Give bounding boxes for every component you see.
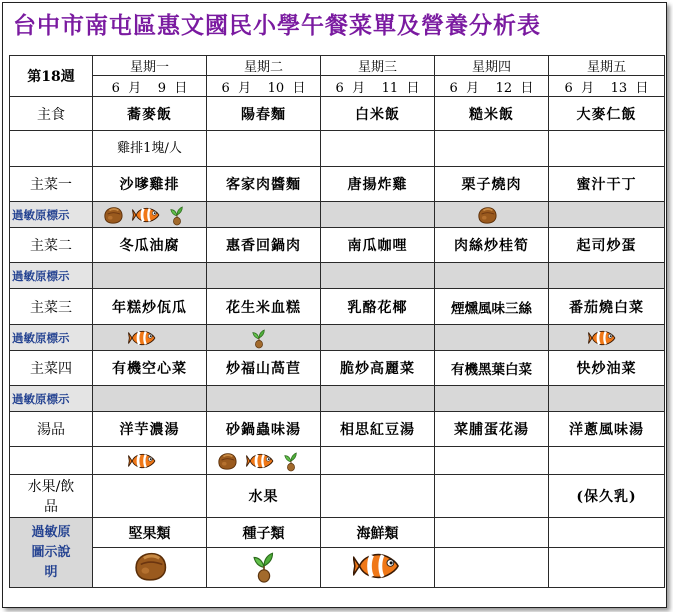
legend-icon-cell [93, 548, 207, 588]
date-month-unit: 月 [466, 80, 480, 96]
legend-empty [549, 548, 665, 588]
allergen-cell [207, 202, 321, 228]
row-label-empty [10, 447, 93, 475]
dish-cell: 洋蔥風味湯 [549, 412, 665, 447]
header-row [10, 56, 665, 76]
soup-allergen-row [10, 447, 665, 475]
allergen-cell [435, 202, 549, 228]
legend-empty [549, 518, 665, 548]
nut-icon [475, 205, 499, 225]
allergen-cell [549, 386, 665, 412]
dish-cell: 冬瓜油腐 [93, 228, 207, 263]
row-label: 主食 [10, 97, 93, 131]
allergen-cell [207, 263, 321, 289]
menu-frame [2, 2, 667, 608]
row-label [10, 475, 93, 518]
row-label: 主菜二 [10, 228, 93, 263]
main1-row [10, 167, 665, 202]
date-cell [321, 76, 435, 97]
allergen-cell [549, 325, 665, 351]
dish-cell [93, 475, 207, 518]
legend-name: 種子類 [207, 518, 321, 548]
date-day-unit: 日 [520, 80, 534, 96]
seed-icon [251, 549, 277, 583]
date-day: 10 [267, 80, 285, 96]
soup-row [10, 412, 665, 447]
allergen-cell [93, 202, 207, 228]
day-name: 星期一 [93, 56, 207, 76]
allergen-cell [435, 325, 549, 351]
dish-cell: 有機空心菜 [93, 351, 207, 386]
allergen-cell [93, 386, 207, 412]
allergen-cell [435, 263, 549, 289]
nut-icon [215, 451, 239, 471]
seed-icon [251, 327, 267, 349]
dish-cell: 洋芋濃湯 [93, 412, 207, 447]
legend-icon-cell [207, 548, 321, 588]
allergen-cell [321, 325, 435, 351]
dish-cell: 乳酪花椰 [321, 289, 435, 325]
dish-cell: 蜜汁干丁 [549, 167, 665, 202]
dish-cell [435, 475, 549, 518]
dish-cell: 菜脯蛋花湯 [435, 412, 549, 447]
allergen-cell [93, 325, 207, 351]
nut-icon [101, 205, 125, 225]
staple-note: 雞排1塊/人 [93, 131, 207, 167]
dish-cell: 煙燻風味三絲 [435, 289, 549, 325]
allergen-cell [549, 263, 665, 289]
row-label: 主菜四 [10, 351, 93, 386]
legend-empty [435, 518, 549, 548]
allergen-cell [93, 263, 207, 289]
fish-icon [587, 328, 619, 348]
menu-table [9, 55, 665, 588]
allergen-label: 過敏原標示 [10, 386, 93, 412]
legend-name: 堅果類 [93, 518, 207, 548]
date-cell [435, 76, 549, 97]
date-day: 13 [610, 80, 628, 96]
allergen-cell [207, 447, 321, 475]
dish-cell: 有機黑葉白菜 [435, 351, 549, 386]
staple-note [435, 131, 549, 167]
legend-label-line1: 過敏原 [31, 524, 71, 540]
dish-cell: 客家肉醬麵 [207, 167, 321, 202]
date-day: 9 [157, 80, 167, 96]
legend-label [10, 518, 93, 588]
date-month: 6 [111, 80, 120, 96]
allergen-cell [321, 386, 435, 412]
allergen-cell [435, 386, 549, 412]
dish-cell: 起司炒蛋 [549, 228, 665, 263]
date-day-unit: 日 [292, 80, 306, 96]
allergen-row [10, 202, 665, 228]
allergen-row [10, 386, 665, 412]
dish-cell: 炒福山萵苣 [207, 351, 321, 386]
day-name: 星期四 [435, 56, 549, 76]
staple-note [549, 131, 665, 167]
main2-row [10, 228, 665, 263]
dish-cell: 沙嗲雞排 [93, 167, 207, 202]
date-month-unit: 月 [128, 80, 142, 96]
date-cell [93, 76, 207, 97]
staple-note-row [10, 131, 665, 167]
staple-row [10, 97, 665, 131]
allergen-label: 過敏原標示 [10, 263, 93, 289]
staple-note [321, 131, 435, 167]
dish-cell: 快炒油菜 [549, 351, 665, 386]
date-month-unit: 月 [352, 80, 366, 96]
fish-icon [127, 328, 159, 348]
legend-icon-cell [321, 548, 435, 588]
date-cell [207, 76, 321, 97]
dish-cell [321, 475, 435, 518]
dish-cell: 大麥仁飯 [549, 97, 665, 131]
seed-icon [169, 204, 185, 226]
legend-label-line2: 圖示說 [31, 544, 71, 560]
date-month-unit: 月 [238, 80, 252, 96]
date-cell [549, 76, 665, 97]
fish-icon [131, 205, 163, 225]
fruit-row [10, 475, 665, 518]
fruit-label-line2: 品 [44, 499, 58, 515]
dish-cell: (保久乳) [549, 475, 665, 518]
main4-row [10, 351, 665, 386]
seed-icon [283, 450, 299, 472]
dish-cell: 南瓜咖哩 [321, 228, 435, 263]
row-label: 主菜三 [10, 289, 93, 325]
allergen-cell [321, 202, 435, 228]
date-month: 6 [221, 80, 230, 96]
row-label-empty [10, 131, 93, 167]
allergen-cell [549, 202, 665, 228]
page-title: 台中市南屯區惠文國民小學午餐菜單及營養分析表 [13, 12, 541, 39]
dish-cell: 脆炒高麗菜 [321, 351, 435, 386]
date-day: 12 [495, 80, 513, 96]
dish-cell: 惠香回鍋肉 [207, 228, 321, 263]
day-name: 星期三 [321, 56, 435, 76]
fruit-label-line1: 水果/飲 [27, 479, 75, 495]
staple-note [207, 131, 321, 167]
legend-empty [435, 548, 549, 588]
allergen-cell [207, 386, 321, 412]
date-month-unit: 月 [581, 80, 595, 96]
fish-icon [245, 451, 277, 471]
dish-cell: 糙米飯 [435, 97, 549, 131]
allergen-cell [321, 447, 435, 475]
week-label: 第18週 [10, 56, 93, 97]
dish-cell: 陽春麵 [207, 97, 321, 131]
allergen-cell [207, 325, 321, 351]
date-month: 6 [564, 80, 573, 96]
allergen-row [10, 263, 665, 289]
legend-name: 海鮮類 [321, 518, 435, 548]
date-day-unit: 日 [635, 80, 649, 96]
allergen-label: 過敏原標示 [10, 202, 93, 228]
dish-cell: 水果 [207, 475, 321, 518]
dish-cell: 年糕炒佤瓜 [93, 289, 207, 325]
main3-row [10, 289, 665, 325]
allergen-cell [435, 447, 549, 475]
allergen-label: 過敏原標示 [10, 325, 93, 351]
dish-cell: 番茄燒白菜 [549, 289, 665, 325]
fish-icon [127, 451, 159, 471]
row-label: 主菜一 [10, 167, 93, 202]
allergen-cell [93, 447, 207, 475]
day-name: 星期五 [549, 56, 665, 76]
nut-icon [130, 549, 170, 583]
legend-name-row [10, 518, 665, 548]
legend-label-line3: 明 [44, 564, 58, 580]
dish-cell: 砂鍋蟲味湯 [207, 412, 321, 447]
date-month: 6 [449, 80, 458, 96]
allergen-row [10, 325, 665, 351]
dish-cell: 白米飯 [321, 97, 435, 131]
allergen-cell [549, 447, 665, 475]
dish-cell: 栗子燒肉 [435, 167, 549, 202]
fish-icon [353, 549, 403, 583]
dish-cell: 相思紅豆湯 [321, 412, 435, 447]
date-day: 11 [381, 80, 399, 96]
date-day-unit: 日 [406, 80, 420, 96]
dish-cell: 蕎麥飯 [93, 97, 207, 131]
day-name: 星期二 [207, 56, 321, 76]
date-month: 6 [335, 80, 344, 96]
dish-cell: 唐揚炸雞 [321, 167, 435, 202]
date-day-unit: 日 [174, 80, 188, 96]
dish-cell: 肉絲炒桂筍 [435, 228, 549, 263]
dish-cell: 花生米血糕 [207, 289, 321, 325]
date-row [10, 76, 665, 97]
allergen-cell [321, 263, 435, 289]
row-label: 湯品 [10, 412, 93, 447]
legend-icon-row [10, 548, 665, 588]
